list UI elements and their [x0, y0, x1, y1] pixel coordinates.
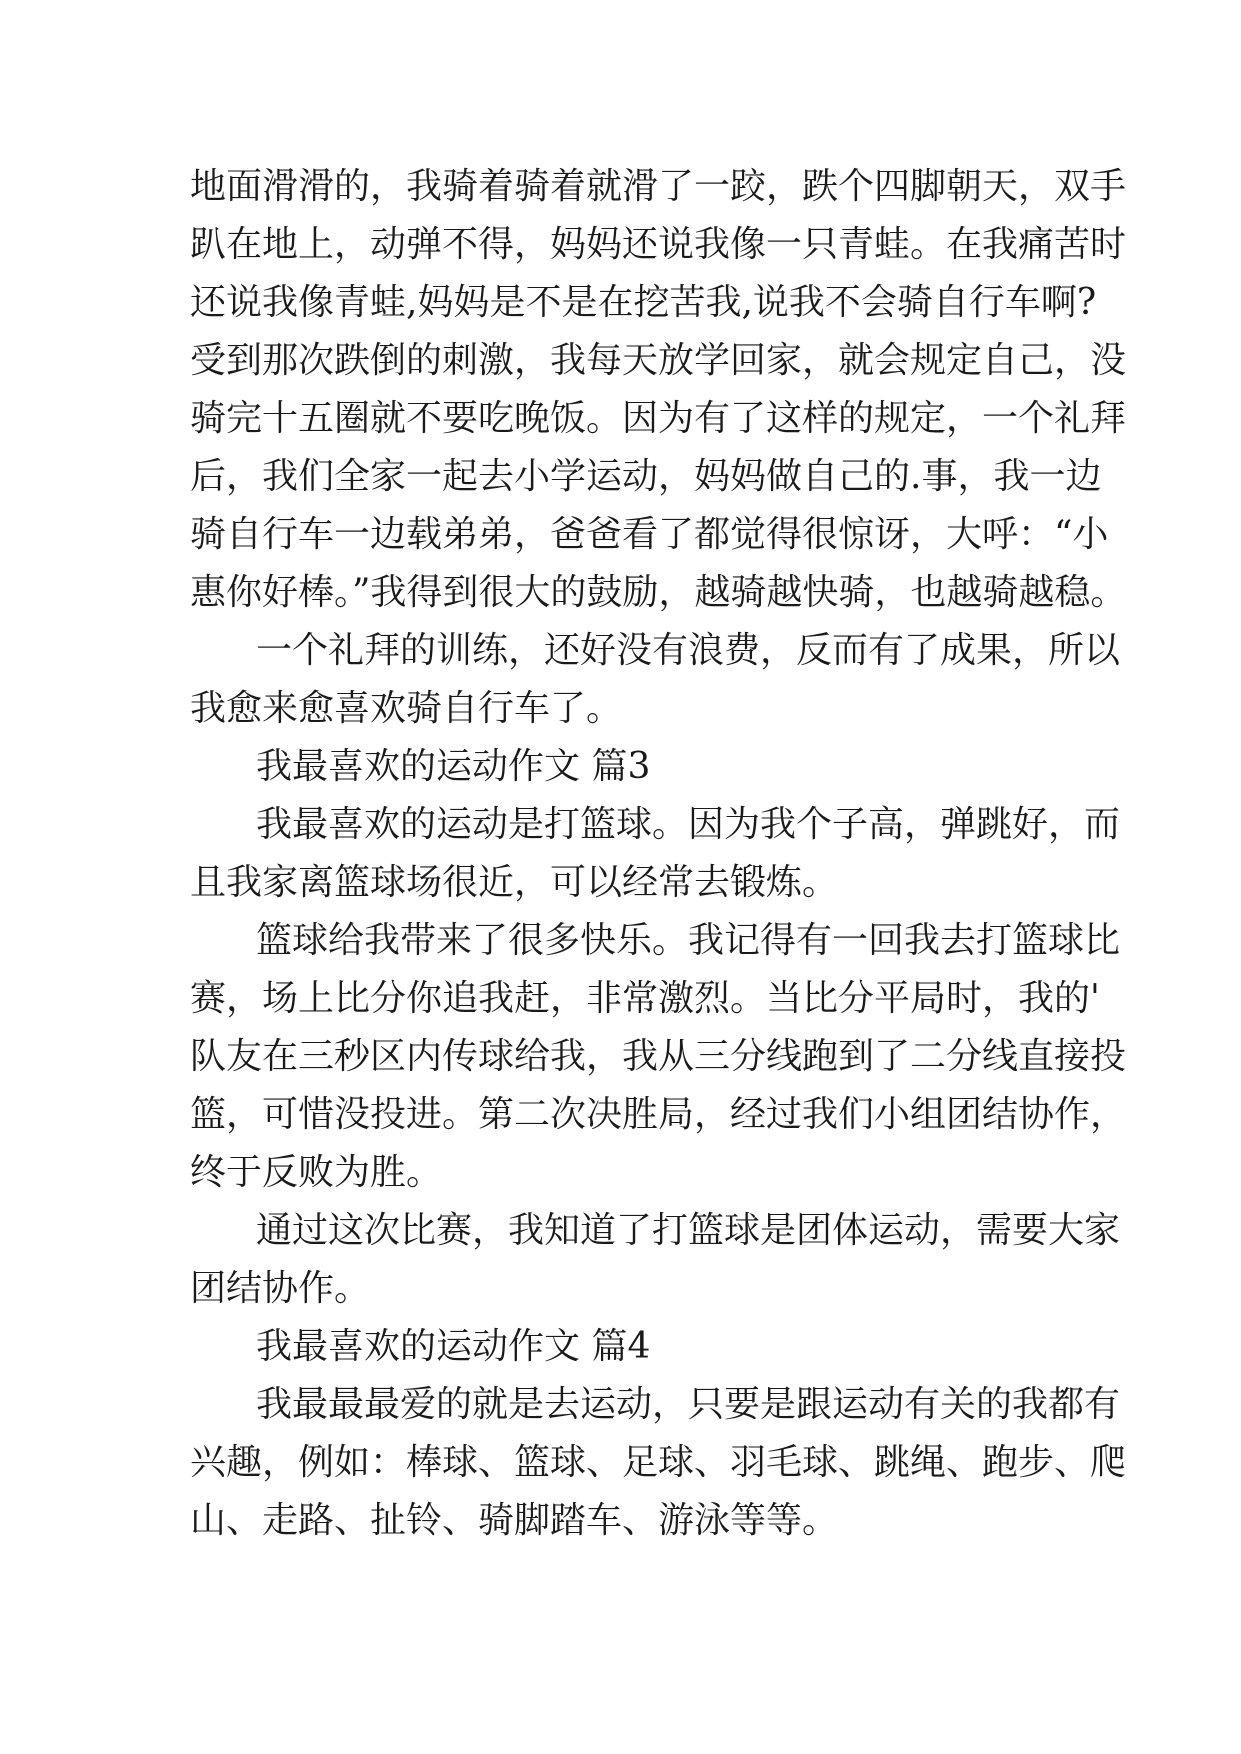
text-line: 我愈来愈喜欢骑自行车了。	[190, 688, 623, 729]
text-line: 骑自行车一边载弟弟，爸爸看了都觉得很惊讶，大呼：“小	[190, 514, 1109, 555]
text-line: 趴在地上，动弹不得，妈妈还说我像一只青蛙。在我痛苦时	[190, 224, 1127, 265]
paragraph-first-line: 一个礼拜的训练，还好没有浪费，反而有了成果，所以	[256, 630, 1121, 671]
text-line: 终于反败为胜。	[190, 1152, 443, 1193]
section-heading: 我最喜欢的运动作文 篇4	[256, 1326, 651, 1367]
text-line: 山、走路、扯铃、骑脚踏车、游泳等等。	[190, 1500, 839, 1541]
text-line: 还说我像青蛙,妈妈是不是在挖苦我,说我不会骑自行车啊?	[190, 282, 1097, 323]
paragraph-first-line: 篮球给我带来了很多快乐。我记得有一回我去打篮球比	[256, 920, 1121, 961]
text-line: 团结协作。	[190, 1268, 371, 1309]
text-line: 队友在三秒区内传球给我，我从三分线跑到了二分线直接投	[190, 1036, 1127, 1077]
paragraph-first-line: 我最喜欢的运动是打篮球。因为我个子高，弹跳好，而	[256, 804, 1121, 845]
text-line: 地面滑滑的，我骑着骑着就滑了一跤，跌个四脚朝天，双手	[190, 166, 1127, 207]
text-line: 且我家离篮球场很近，可以经常去锻炼。	[190, 862, 839, 903]
text-line: 后，我们全家一起去小学运动，妈妈做自己的.事，我一边	[190, 456, 1102, 497]
text-line: 兴趣，例如：棒球、篮球、足球、羽毛球、跳绳、跑步、爬	[190, 1442, 1127, 1483]
paragraph-first-line: 我最最最爱的就是去运动，只要是跟运动有关的我都有	[256, 1384, 1121, 1425]
text-line: 骑完十五圈就不要吃晚饭。因为有了这样的规定，一个礼拜	[190, 398, 1127, 439]
text-line: 赛，场上比分你追我赶，非常激烈。当比分平局时，我的'	[190, 978, 1100, 1019]
text-line: 受到那次跌倒的刺激，我每天放学回家，就会规定自己，没	[190, 340, 1127, 381]
text-line: 篮，可惜没投进。第二次决胜局，经过我们小组团结协作，	[190, 1094, 1127, 1135]
paragraph-first-line: 通过这次比赛，我知道了打篮球是团体运动，需要大家	[256, 1210, 1121, 1251]
section-heading: 我最喜欢的运动作文 篇3	[256, 746, 651, 787]
text-line: 惠你好棒。”我得到很大的鼓励，越骑越快骑，也越骑越稳。	[190, 572, 1127, 613]
